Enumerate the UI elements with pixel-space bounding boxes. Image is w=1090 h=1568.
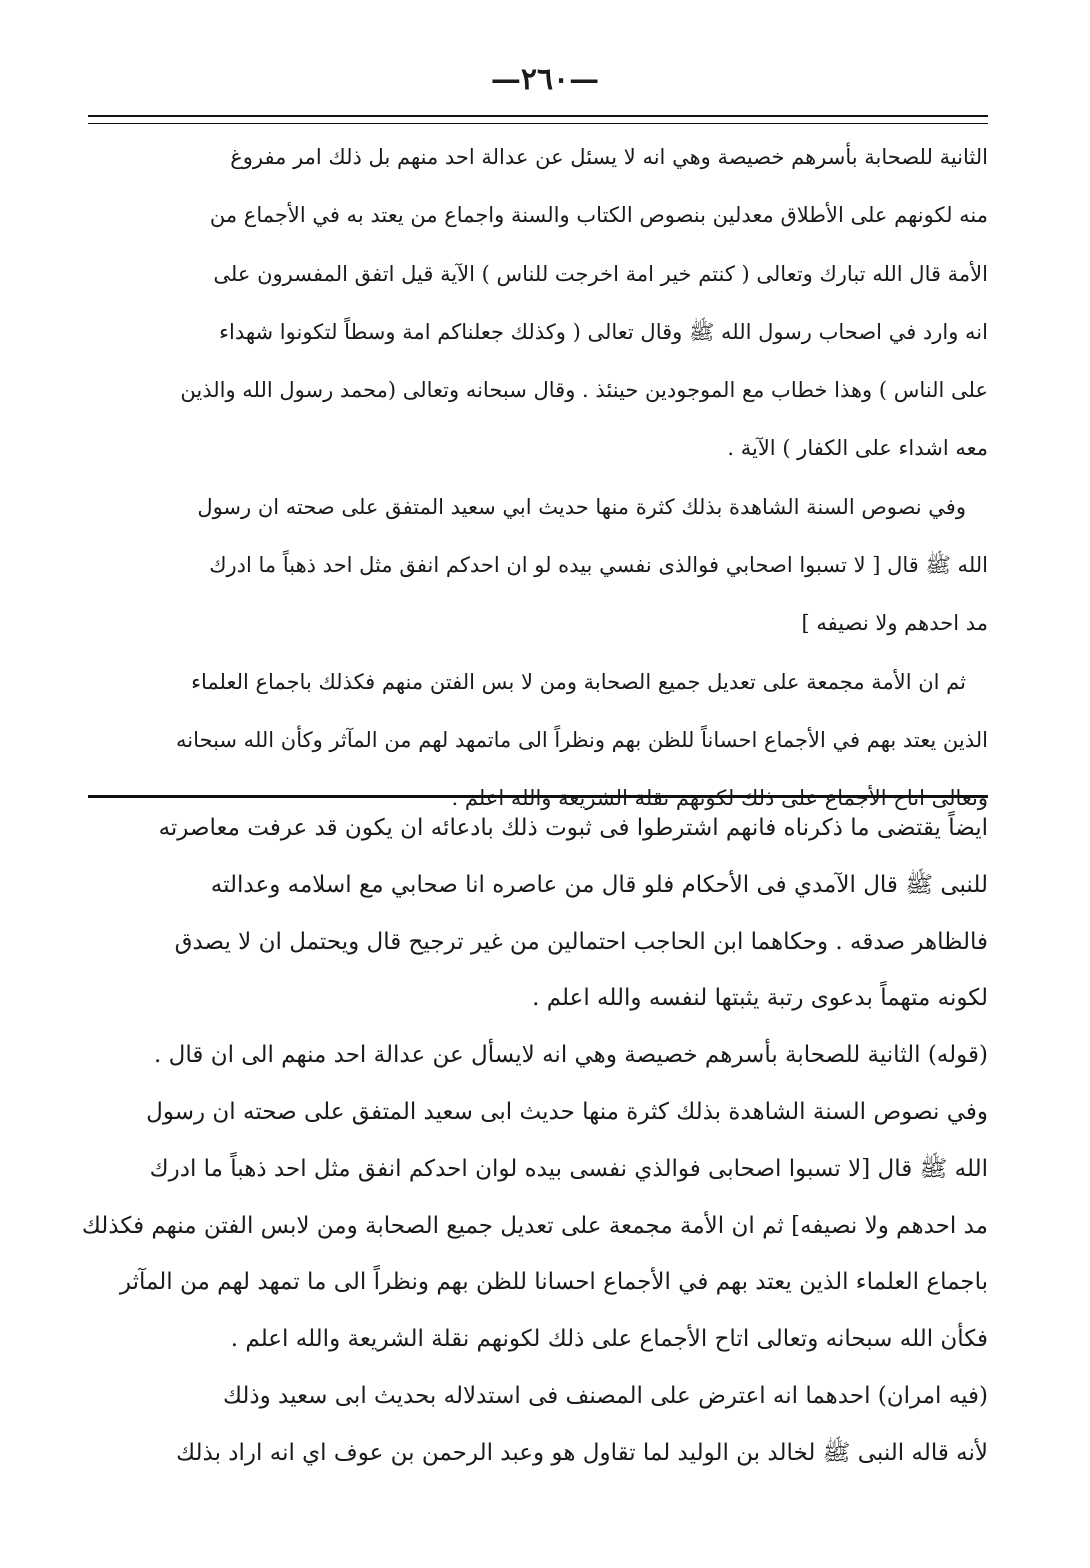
commentary-line: فالظاهر صدقه . وحكاهما ابن الحاجب احتمالين من غير ترجيح قال ويحتمل ان لا يصدق [174,928,988,955]
main-text-line: وتعالى اتاح الأجماع على ذلك لكونهم نقلة الشريعة والله اعلم . [451,786,988,811]
commentary-line: الله ﷺ قال [لا تسبوا اصحابى فوالذي نفسى بيده لوان احدكم انفق مثل احد ذهباً ما ادرك [149,1155,988,1182]
main-text-line: انه وارد في اصحاب رسول الله ﷺ وقال تعالى ( وكذلك جعلناكم امة وسطاً لتكونوا شهداء [219,319,988,344]
main-text-line: منه لكونهم على الأطلاق معدلين بنصوص الكتاب والسنة واجماع من يعتد به في الأجماع من [209,203,988,228]
commentary-line: لأنه قاله النبى ﷺ لخالد بن الوليد لما تقاول هو وعبد الرحمن بن عوف اي انه اراد بذلك [176,1439,988,1466]
commentary-line: (قوله) الثانية للصحابة بأسرهم خصيصة وهي انه لايسأل عن عدالة احد منهم الى ان قال . [154,1042,988,1069]
main-text-line: الله ﷺ قال [ لا تسبوا اصحابي فوالذى نفسي بيده لو ان احدكم انفق مثل احد ذهباً ما ادرك [209,553,988,578]
main-text-line: ثم ان الأمة مجمعة على تعديل جميع الصحابة ومن لا بس الفتن منهم فكذلك باجماع العلماء [191,669,966,694]
commentary-line: للنبى ﷺ قال الآمدي فى الأحكام فلو قال من عاصره انا صحابي مع اسلامه وعدالته [210,871,988,898]
commentary-block [78,800,988,1482]
main-text-line: مد احدهم ولا نصيفه ] [801,611,988,636]
commentary-line: لكونه متهماً بدعوى رتبة يثبتها لنفسه والله اعلم . [532,985,988,1012]
main-text-line: الثانية للصحابة بأسرهم خصيصة وهي انه لا يسئل عن عدالة احد منهم بل ذلك امر مفروغ [230,145,988,169]
commentary-line: فكأن الله سبحانه وتعالى اتاح الأجماع على ذلك لكونهم نقلة الشريعة والله اعلم . [230,1326,988,1353]
commentary-line: مد احدهم ولا نصيفه] ثم ان الأمة مجمعة على تعديل جميع الصحابة ومن لابس الفتن منهم فكذلك [81,1212,988,1239]
commentary-line: وفي نصوص السنة الشاهدة بذلك كثرة منها حديث ابى سعيد المتفق على صحته ان رسول [146,1098,988,1125]
header-double-rule [88,115,988,124]
commentary-line: باجماع العلماء الذين يعتد بهم في الأجماع احسانا للظن بهم ونظراً الى ما تمهد لهم من المآثر [119,1269,988,1296]
commentary-line: ايضاً يقتضى ما ذكرناه فانهم اشترطوا فى ثبوت ذلك بادعائه ان يكون قد عرفت معاصرته [158,815,988,841]
main-text-line: وفي نصوص السنة الشاهدة بذلك كثرة منها حديث ابي سعيد المتفق على صحته ان رسول [197,494,966,519]
page-number: —٢٦٠— [490,62,600,97]
main-text-block [78,128,988,828]
main-text-line: الأمة قال الله تبارك وتعالى ( كنتم خير امة اخرجت للناس ) الآية قيل اتفق المفسرون على [213,261,988,286]
section-divider-rule [88,795,988,798]
main-text-line: على الناس ) وهذا خطاب مع الموجودين حينئذ . وقال سبحانه وتعالى (محمد رسول الله والذين [180,378,988,403]
commentary-line: (فيه امران) احدهما انه اعترض على المصنف فى استدلاله بحديث ابى سعيد وذلك [223,1382,988,1409]
main-text-line: الذين يعتد بهم في الأجماع احساناً للظن بهم ونظراً الى ماتمهد لهم من المآثر وكأن الله سبحانه [176,727,988,752]
main-text-line: معه اشداء على الكفار ) الآية . [727,436,988,461]
